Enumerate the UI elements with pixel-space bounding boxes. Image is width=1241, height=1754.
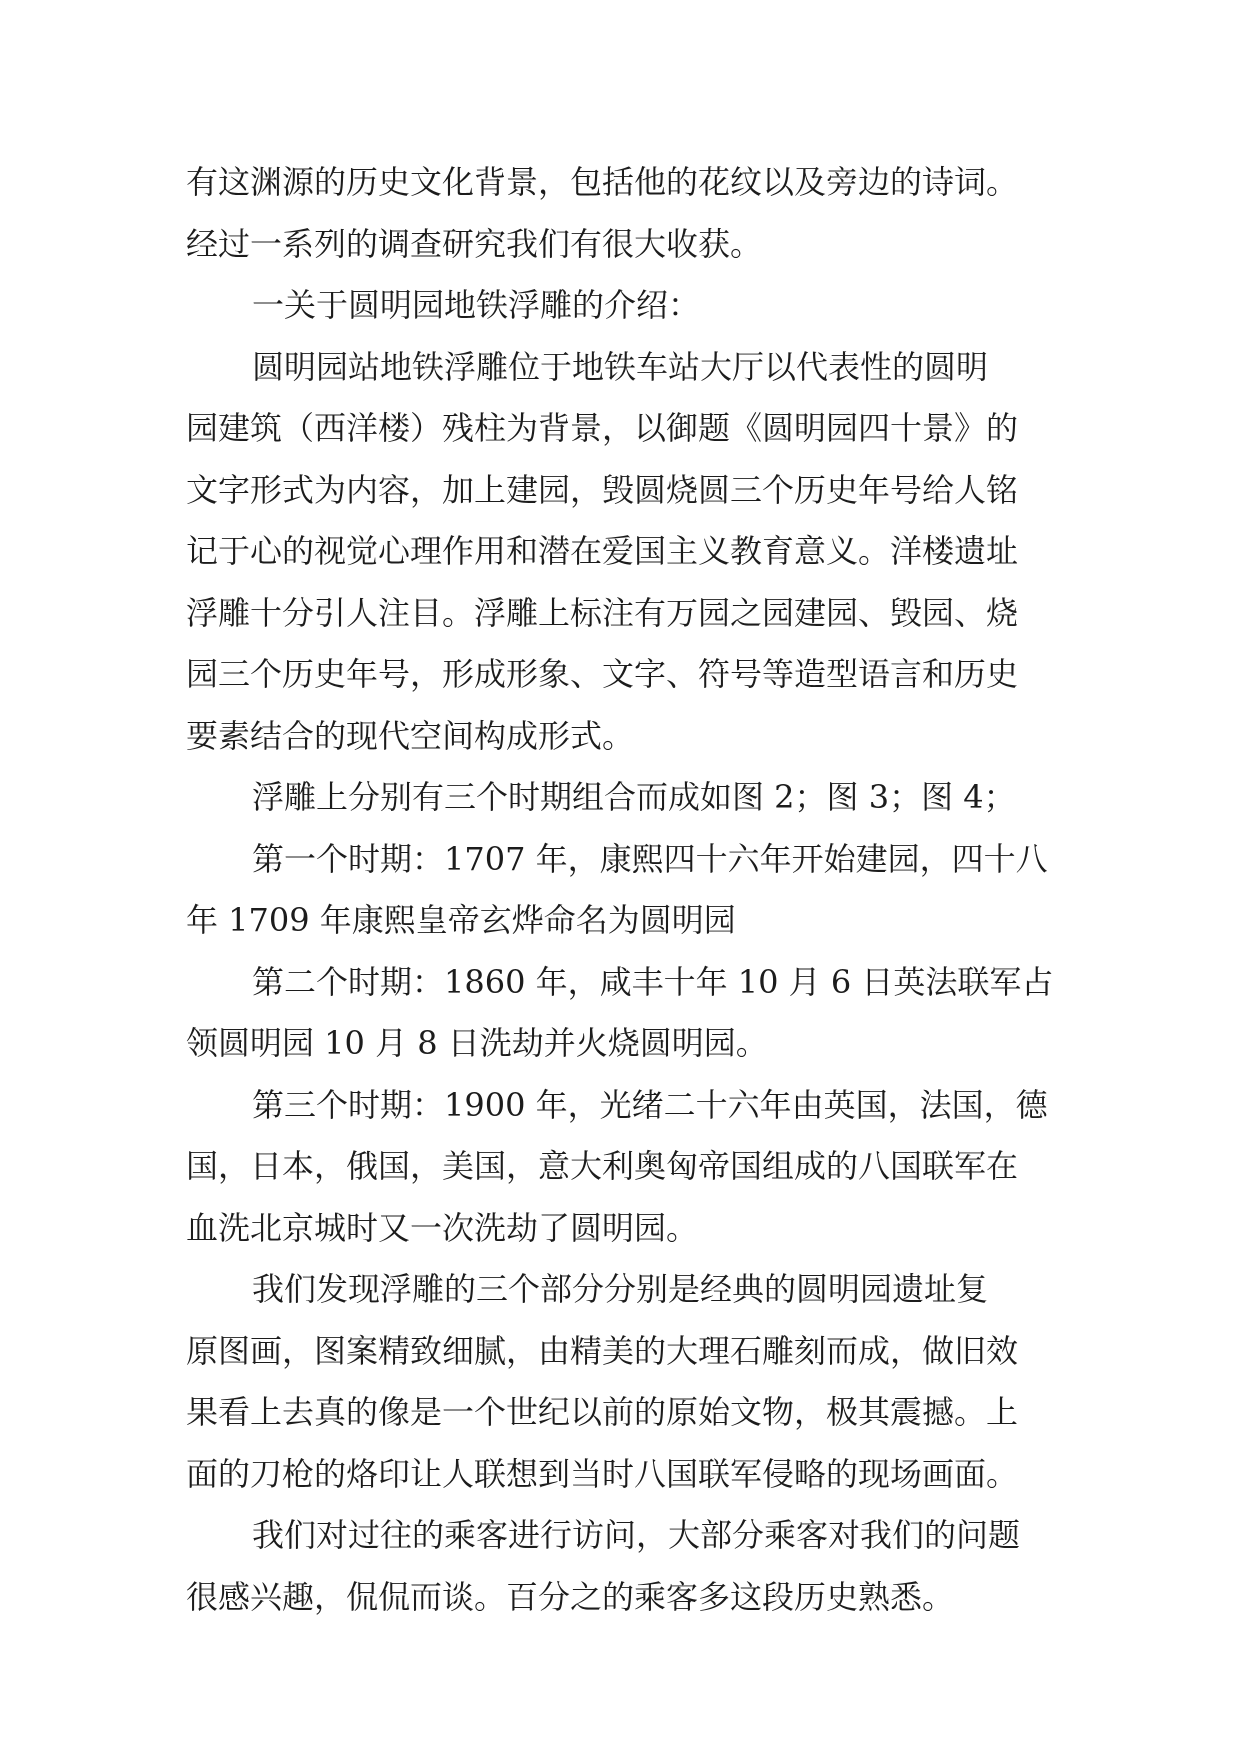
text-line: 国，日本，俄国，美国，意大利奥匈帝国组成的八国联军在 <box>186 1147 1019 1185</box>
section-heading: 一关于圆明园地铁浮雕的介绍： <box>252 286 701 324</box>
text-line: 年 1709 年康熙皇帝玄烨命名为圆明园 <box>186 901 736 939</box>
text-line: 很感兴趣，侃侃而谈。百分之的乘客多这段历史熟悉。 <box>186 1577 955 1616</box>
text-line: 圆明园站地铁浮雕位于地铁车站大厅以代表性的圆明 <box>252 347 989 386</box>
text-line: 文字形式为内容，加上建园，毁圆烧圆三个历史年号给人铭 <box>186 470 1019 509</box>
text-line: 要素结合的现代空间构成形式。 <box>186 716 635 755</box>
text-line: 第二个时期：1860 年，咸丰十年 10 月 6 日英法联军占 <box>252 962 1054 1001</box>
text-line: 面的刀枪的烙印让人联想到当时八国联军侵略的现场画面。 <box>186 1454 1019 1493</box>
text-line: 记于心的视觉心理作用和潜在爱国主义教育意义。洋楼遗址 <box>186 532 1019 570</box>
text-line: 果看上去真的像是一个世纪以前的原始文物，极其震撼。上 <box>186 1393 1019 1431</box>
text-line: 园建筑（西洋楼）残柱为背景，以御题《圆明园四十景》的 <box>186 409 1019 447</box>
text-line: 第三个时期：1900 年，光绪二十六年由英国，法国，德 <box>252 1085 1048 1124</box>
text-line: 有这渊源的历史文化背景，包括他的花纹以及旁边的诗词。 <box>186 163 1019 201</box>
text-line: 经过一系列的调查研究我们有很大收获。 <box>186 224 763 263</box>
document-body <box>186 152 1066 1628</box>
text-line: 第一个时期：1707 年，康熙四十六年开始建园，四十八 <box>252 839 1048 878</box>
text-line: 我们对过往的乘客进行访问，大部分乘客对我们的问题 <box>252 1516 1021 1554</box>
text-line: 园三个历史年号，形成形象、文字、符号等造型语言和历史 <box>186 655 1019 693</box>
text-line: 浮雕十分引人注目。浮雕上标注有万园之园建园、毁园、烧 <box>186 593 1019 632</box>
text-line: 原图画，图案精致细腻，由精美的大理石雕刻而成，做旧效 <box>186 1331 1019 1370</box>
text-line: 浮雕上分别有三个时期组合而成如图 2；图 3；图 4； <box>252 778 1016 816</box>
text-line: 血洗北京城时又一次洗劫了圆明园。 <box>186 1208 699 1247</box>
text-line: 我们发现浮雕的三个部分分别是经典的圆明园遗址复 <box>252 1270 989 1308</box>
text-line: 领圆明园 10 月 8 日洗劫并火烧圆明园。 <box>186 1024 768 1062</box>
